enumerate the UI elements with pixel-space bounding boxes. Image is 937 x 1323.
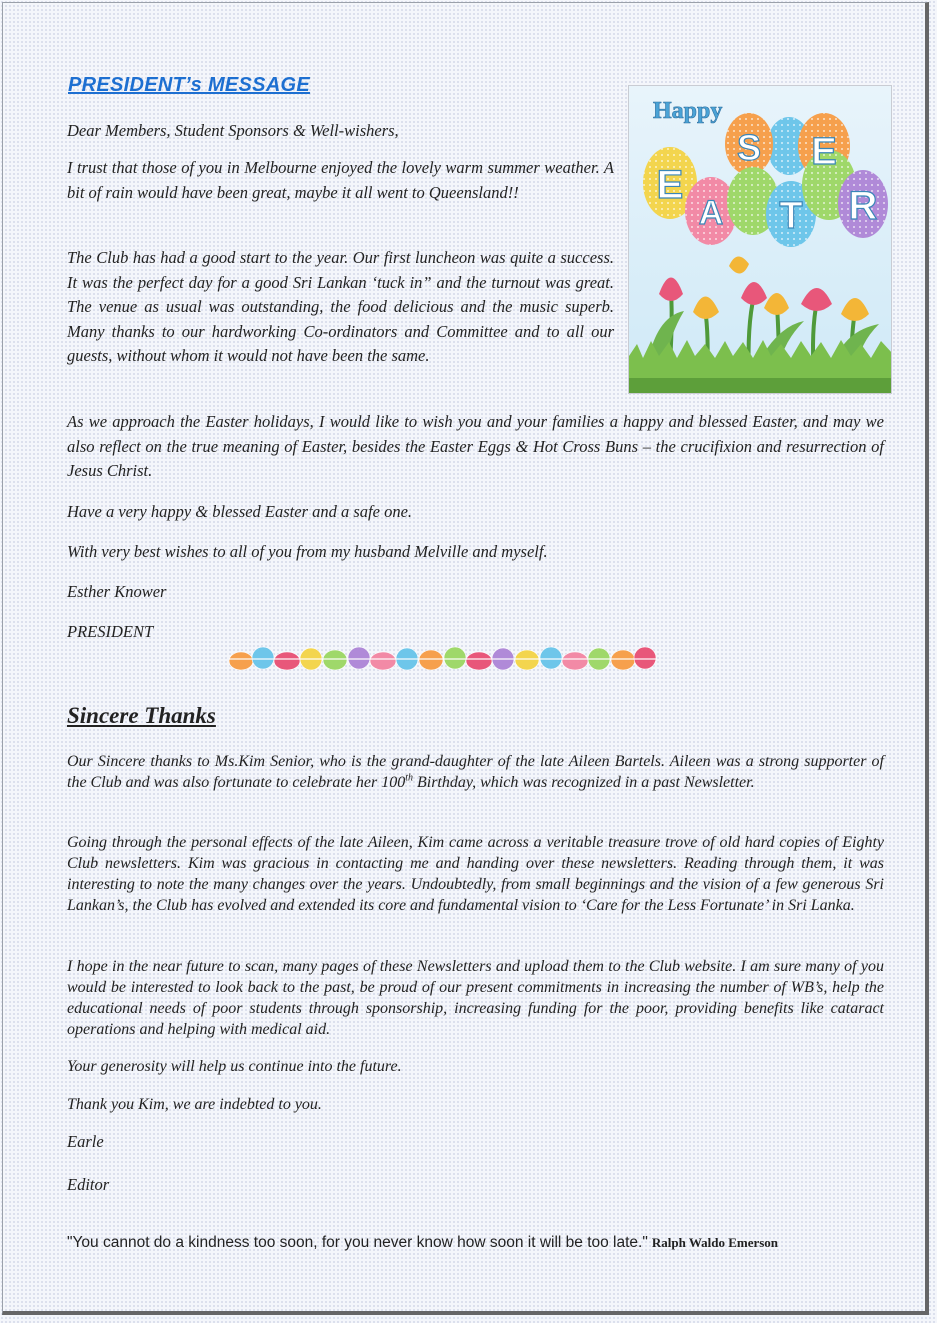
- president-signature-name: Esther Knower: [67, 582, 167, 601]
- editor-signature-name: Earle: [67, 1132, 104, 1151]
- thanks-paragraph-2: Going through the personal effects of the late Aileen, Kim came across a veritable treasure trove of old hard copies of Eighty Club newsletters. Kim was gracious in contacting me and handing over these newsletters. Reading through them, it was interesting to note the many changes over the years. Undoubtedly, from small beginnings and the vision of a few generous Sri Lankan’s, the Club has evolved and extended its core and fundamental vision to ‘Care for the Less Fortunate’ in Sri Lanka.: [67, 834, 884, 914]
- president-paragraph-5: With very best wishes to all of you from my husband Melville and myself.: [67, 542, 548, 561]
- thanks-paragraph-1: Our Sincere thanks to Ms.Kim Senior, who is the grand-daughter of the late Aileen Bartels. Aileen was a strong supporter of the Club and was also fortunate to celebrate her 100th Birthday, which was recognized in a past Newsletter.: [67, 753, 884, 791]
- president-paragraph-2: The Club has had a good start to the year. Our first luncheon was quite a success. It was the perfect day for a good Sri Lankan ‘tuck in” and the turnout was great. The venue as usual was outstanding, the food delicious and the music superb. Many thanks to our hardworking Co-ordinators and Committee and to all our guests, without whom it would not have been the same.: [67, 248, 614, 365]
- thanks-paragraph-4: Your generosity will help us continue into the future.: [67, 1058, 402, 1075]
- easter-happy-text: Happy: [653, 98, 723, 124]
- easter-letter-r: R: [848, 184, 878, 228]
- president-message-title: PRESIDENT’s MESSAGE: [68, 74, 311, 96]
- thanks-paragraph-3: I hope in the near future to scan, many pages of these Newsletters and upload them to the Club website. I am sure many of you would be interested to look back to the past, be proud of our present commitments in increasing the number of WB’s, help the educational needs of poor students through sponsorship, increasing funding for the poor, providing benefits like cataract operations and helping with medical aid.: [67, 958, 884, 1038]
- editor-signature-title: Editor: [67, 1175, 110, 1194]
- president-paragraph-3: As we approach the Easter holidays, I would like to wish you and your families a happy and blessed Easter, and may we also reflect on the true meaning of Easter, besides the Easter Eggs & Hot Cross Buns – the crucifixion and resurrection of Jesus Christ.: [67, 412, 884, 480]
- easter-egg-divider: [229, 645, 657, 673]
- closing-quote: [67, 1234, 778, 1252]
- easter-letter-s: S: [736, 127, 762, 168]
- quote-text: "You cannot do a kindness too soon, for you never know how soon it will be too late.": [67, 1234, 648, 1251]
- sincere-thanks-title: Sincere Thanks: [67, 703, 216, 728]
- president-paragraph-1: I trust that those of you in Melbourne enjoyed the lovely warm summer weather. A bit of rain would have been great, maybe it all went to Queensland!!: [67, 158, 614, 202]
- president-paragraph-4: Have a very happy & blessed Easter and a safe one.: [67, 502, 413, 521]
- easter-letter-e2: E: [811, 131, 837, 173]
- quote-author: Ralph Waldo Emerson: [651, 1235, 779, 1250]
- easter-letter-e1: E: [656, 163, 684, 207]
- easter-letter-a: A: [698, 194, 724, 232]
- thanks-paragraph-5: Thank you Kim, we are indebted to you.: [67, 1096, 322, 1113]
- president-signature-title: PRESIDENT: [67, 622, 154, 641]
- salutation: Dear Members, Student Sponsors & Well-wishers,: [67, 121, 399, 140]
- easter-letter-t: T: [779, 195, 803, 237]
- happy-easter-image: [628, 85, 892, 394]
